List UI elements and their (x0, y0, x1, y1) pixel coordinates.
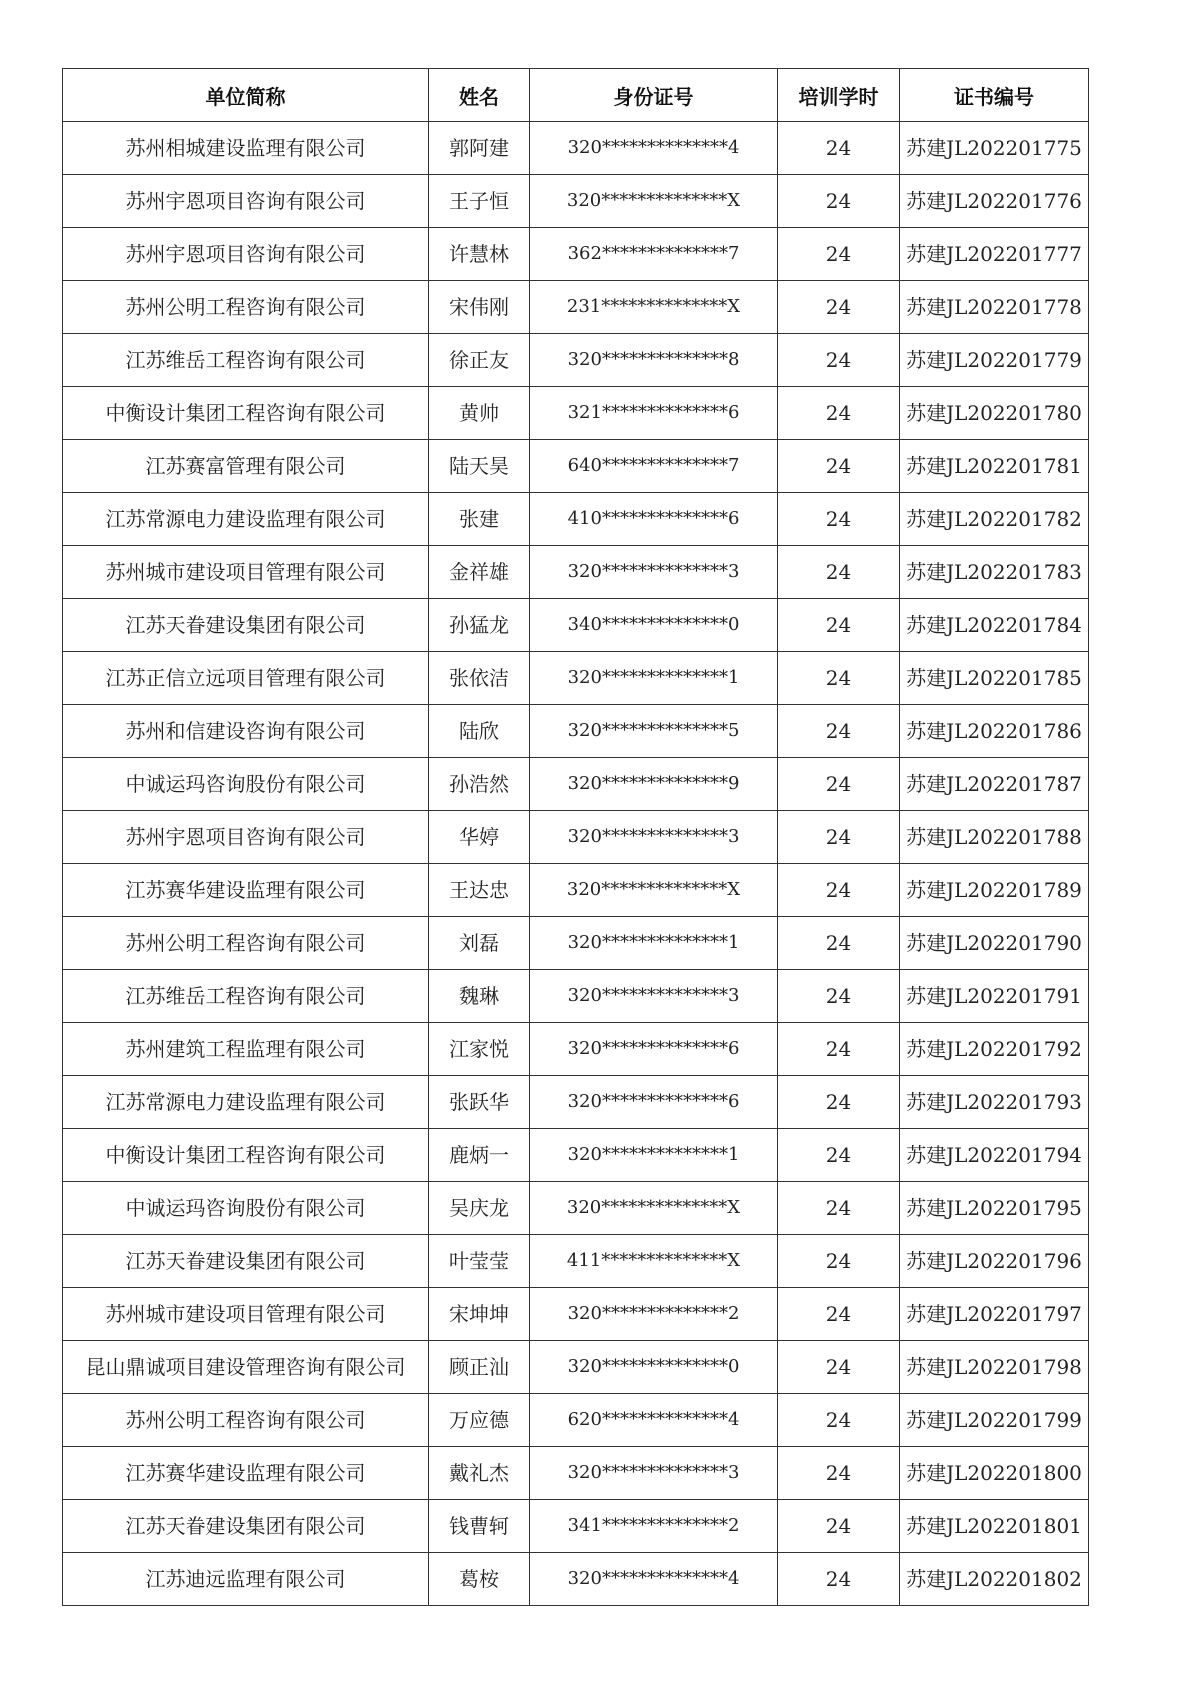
cell-certificate: 苏建JL202201783 (900, 546, 1089, 599)
table-row (63, 811, 1089, 864)
cell-unit: 苏州公明工程咨询有限公司 (63, 281, 429, 334)
cell-hours: 24 (778, 917, 900, 970)
cell-certificate: 苏建JL202201778 (900, 281, 1089, 334)
table-row (63, 599, 1089, 652)
cell-id-number: 320**************1 (530, 1129, 778, 1182)
cell-name: 郭阿建 (429, 122, 530, 175)
table-row (63, 228, 1089, 281)
cell-unit: 苏州宇恩项目咨询有限公司 (63, 811, 429, 864)
cell-unit: 江苏常源电力建设监理有限公司 (63, 493, 429, 546)
table-row (63, 1076, 1089, 1129)
cell-hours: 24 (778, 864, 900, 917)
cell-name: 张跃华 (429, 1076, 530, 1129)
cell-certificate: 苏建JL202201800 (900, 1447, 1089, 1500)
cell-id-number: 320**************5 (530, 705, 778, 758)
training-certificate-table (62, 68, 1089, 1606)
cell-certificate: 苏建JL202201789 (900, 864, 1089, 917)
header-certificate: 证书编号 (900, 69, 1089, 122)
table-row (63, 440, 1089, 493)
table-row (63, 122, 1089, 175)
cell-unit: 中衡设计集团工程咨询有限公司 (63, 1129, 429, 1182)
cell-id-number: 320**************2 (530, 1288, 778, 1341)
table-row (63, 1447, 1089, 1500)
header-id-number: 身份证号 (530, 69, 778, 122)
cell-unit: 江苏赛富管理有限公司 (63, 440, 429, 493)
header-unit: 单位简称 (63, 69, 429, 122)
cell-certificate: 苏建JL202201799 (900, 1394, 1089, 1447)
cell-unit: 昆山鼎诚项目建设管理咨询有限公司 (63, 1341, 429, 1394)
cell-name: 华婷 (429, 811, 530, 864)
cell-name: 陆天昊 (429, 440, 530, 493)
table-row (63, 493, 1089, 546)
table-row (63, 1553, 1089, 1606)
cell-certificate: 苏建JL202201791 (900, 970, 1089, 1023)
cell-id-number: 411**************X (530, 1235, 778, 1288)
cell-name: 张建 (429, 493, 530, 546)
cell-id-number: 320**************3 (530, 970, 778, 1023)
table-row (63, 334, 1089, 387)
cell-id-number: 231**************X (530, 281, 778, 334)
cell-id-number: 341**************2 (530, 1500, 778, 1553)
cell-hours: 24 (778, 1394, 900, 1447)
header-name: 姓名 (429, 69, 530, 122)
cell-id-number: 320**************1 (530, 652, 778, 705)
cell-certificate: 苏建JL202201785 (900, 652, 1089, 705)
cell-certificate: 苏建JL202201793 (900, 1076, 1089, 1129)
cell-name: 张依洁 (429, 652, 530, 705)
cell-id-number: 321**************6 (530, 387, 778, 440)
cell-id-number: 640**************7 (530, 440, 778, 493)
table-row (63, 652, 1089, 705)
cell-unit: 苏州宇恩项目咨询有限公司 (63, 228, 429, 281)
cell-hours: 24 (778, 811, 900, 864)
cell-hours: 24 (778, 493, 900, 546)
cell-name: 顾正汕 (429, 1341, 530, 1394)
cell-certificate: 苏建JL202201797 (900, 1288, 1089, 1341)
cell-certificate: 苏建JL202201787 (900, 758, 1089, 811)
cell-certificate: 苏建JL202201802 (900, 1553, 1089, 1606)
cell-unit: 江苏天眷建设集团有限公司 (63, 1235, 429, 1288)
table-row (63, 1023, 1089, 1076)
table-row (63, 864, 1089, 917)
cell-id-number: 620**************4 (530, 1394, 778, 1447)
table-row (63, 387, 1089, 440)
cell-name: 叶莹莹 (429, 1235, 530, 1288)
cell-name: 王达忠 (429, 864, 530, 917)
cell-unit: 江苏维岳工程咨询有限公司 (63, 334, 429, 387)
table-row (63, 758, 1089, 811)
cell-unit: 中衡设计集团工程咨询有限公司 (63, 387, 429, 440)
cell-id-number: 320**************6 (530, 1076, 778, 1129)
cell-hours: 24 (778, 1553, 900, 1606)
cell-certificate: 苏建JL202201786 (900, 705, 1089, 758)
cell-certificate: 苏建JL202201795 (900, 1182, 1089, 1235)
cell-hours: 24 (778, 387, 900, 440)
cell-hours: 24 (778, 1288, 900, 1341)
cell-id-number: 320**************3 (530, 1447, 778, 1500)
cell-hours: 24 (778, 599, 900, 652)
cell-certificate: 苏建JL202201780 (900, 387, 1089, 440)
cell-name: 吴庆龙 (429, 1182, 530, 1235)
cell-id-number: 320**************8 (530, 334, 778, 387)
cell-name: 孙猛龙 (429, 599, 530, 652)
cell-id-number: 320**************9 (530, 758, 778, 811)
cell-name: 魏琳 (429, 970, 530, 1023)
cell-name: 陆欣 (429, 705, 530, 758)
cell-id-number: 320**************1 (530, 917, 778, 970)
table-row (63, 281, 1089, 334)
cell-name: 戴礼杰 (429, 1447, 530, 1500)
cell-certificate: 苏建JL202201784 (900, 599, 1089, 652)
cell-id-number: 320**************X (530, 175, 778, 228)
cell-hours: 24 (778, 440, 900, 493)
cell-id-number: 320**************X (530, 864, 778, 917)
cell-id-number: 410**************6 (530, 493, 778, 546)
table-row (63, 1288, 1089, 1341)
cell-certificate: 苏建JL202201779 (900, 334, 1089, 387)
cell-name: 刘磊 (429, 917, 530, 970)
cell-name: 王子恒 (429, 175, 530, 228)
table-row (63, 1129, 1089, 1182)
cell-hours: 24 (778, 1447, 900, 1500)
cell-certificate: 苏建JL202201788 (900, 811, 1089, 864)
table-row (63, 705, 1089, 758)
cell-hours: 24 (778, 1129, 900, 1182)
cell-certificate: 苏建JL202201781 (900, 440, 1089, 493)
cell-unit: 江苏常源电力建设监理有限公司 (63, 1076, 429, 1129)
cell-hours: 24 (778, 1023, 900, 1076)
cell-name: 钱曹轲 (429, 1500, 530, 1553)
cell-hours: 24 (778, 705, 900, 758)
cell-hours: 24 (778, 175, 900, 228)
cell-hours: 24 (778, 758, 900, 811)
table-row (63, 1394, 1089, 1447)
cell-id-number: 320**************6 (530, 1023, 778, 1076)
table-row (63, 546, 1089, 599)
cell-id-number: 320**************4 (530, 1553, 778, 1606)
cell-name: 许慧林 (429, 228, 530, 281)
cell-hours: 24 (778, 281, 900, 334)
cell-name: 万应德 (429, 1394, 530, 1447)
table-body (63, 122, 1089, 1606)
cell-unit: 江苏天眷建设集团有限公司 (63, 1500, 429, 1553)
cell-hours: 24 (778, 1182, 900, 1235)
cell-unit: 苏州建筑工程监理有限公司 (63, 1023, 429, 1076)
cell-hours: 24 (778, 1235, 900, 1288)
cell-unit: 江苏天眷建设集团有限公司 (63, 599, 429, 652)
cell-unit: 苏州城市建设项目管理有限公司 (63, 1288, 429, 1341)
cell-id-number: 320**************3 (530, 811, 778, 864)
cell-name: 徐正友 (429, 334, 530, 387)
cell-hours: 24 (778, 1076, 900, 1129)
cell-hours: 24 (778, 122, 900, 175)
cell-certificate: 苏建JL202201782 (900, 493, 1089, 546)
cell-id-number: 320**************X (530, 1182, 778, 1235)
cell-unit: 江苏正信立远项目管理有限公司 (63, 652, 429, 705)
cell-hours: 24 (778, 546, 900, 599)
cell-unit: 苏州宇恩项目咨询有限公司 (63, 175, 429, 228)
cell-unit: 苏州公明工程咨询有限公司 (63, 917, 429, 970)
cell-unit: 江苏迪远监理有限公司 (63, 1553, 429, 1606)
cell-unit: 苏州城市建设项目管理有限公司 (63, 546, 429, 599)
cell-unit: 苏州和信建设咨询有限公司 (63, 705, 429, 758)
cell-unit: 苏州公明工程咨询有限公司 (63, 1394, 429, 1447)
cell-id-number: 320**************4 (530, 122, 778, 175)
table-row (63, 1235, 1089, 1288)
cell-hours: 24 (778, 652, 900, 705)
cell-id-number: 320**************3 (530, 546, 778, 599)
cell-unit: 江苏维岳工程咨询有限公司 (63, 970, 429, 1023)
cell-id-number: 340**************0 (530, 599, 778, 652)
cell-name: 宋坤坤 (429, 1288, 530, 1341)
cell-name: 葛桉 (429, 1553, 530, 1606)
table-row (63, 1341, 1089, 1394)
cell-certificate: 苏建JL202201794 (900, 1129, 1089, 1182)
header-row (63, 69, 1089, 122)
cell-id-number: 362**************7 (530, 228, 778, 281)
cell-unit: 江苏赛华建设监理有限公司 (63, 864, 429, 917)
table-row (63, 1182, 1089, 1235)
cell-name: 鹿炳一 (429, 1129, 530, 1182)
cell-name: 宋伟刚 (429, 281, 530, 334)
cell-name: 黄帅 (429, 387, 530, 440)
cell-unit: 中诚运玛咨询股份有限公司 (63, 758, 429, 811)
cell-name: 江家悦 (429, 1023, 530, 1076)
cell-certificate: 苏建JL202201777 (900, 228, 1089, 281)
cell-certificate: 苏建JL202201801 (900, 1500, 1089, 1553)
cell-certificate: 苏建JL202201775 (900, 122, 1089, 175)
cell-unit: 苏州相城建设监理有限公司 (63, 122, 429, 175)
table-row (63, 970, 1089, 1023)
cell-name: 金祥雄 (429, 546, 530, 599)
cell-certificate: 苏建JL202201798 (900, 1341, 1089, 1394)
cell-hours: 24 (778, 970, 900, 1023)
table-row (63, 175, 1089, 228)
cell-hours: 24 (778, 228, 900, 281)
cell-certificate: 苏建JL202201790 (900, 917, 1089, 970)
table-row (63, 917, 1089, 970)
table-row (63, 1500, 1089, 1553)
cell-hours: 24 (778, 1341, 900, 1394)
header-hours: 培训学时 (778, 69, 900, 122)
table-header (63, 69, 1089, 122)
cell-hours: 24 (778, 1500, 900, 1553)
cell-unit: 江苏赛华建设监理有限公司 (63, 1447, 429, 1500)
cell-certificate: 苏建JL202201776 (900, 175, 1089, 228)
cell-unit: 中诚运玛咨询股份有限公司 (63, 1182, 429, 1235)
cell-id-number: 320**************0 (530, 1341, 778, 1394)
cell-hours: 24 (778, 334, 900, 387)
cell-certificate: 苏建JL202201792 (900, 1023, 1089, 1076)
cell-certificate: 苏建JL202201796 (900, 1235, 1089, 1288)
cell-name: 孙浩然 (429, 758, 530, 811)
